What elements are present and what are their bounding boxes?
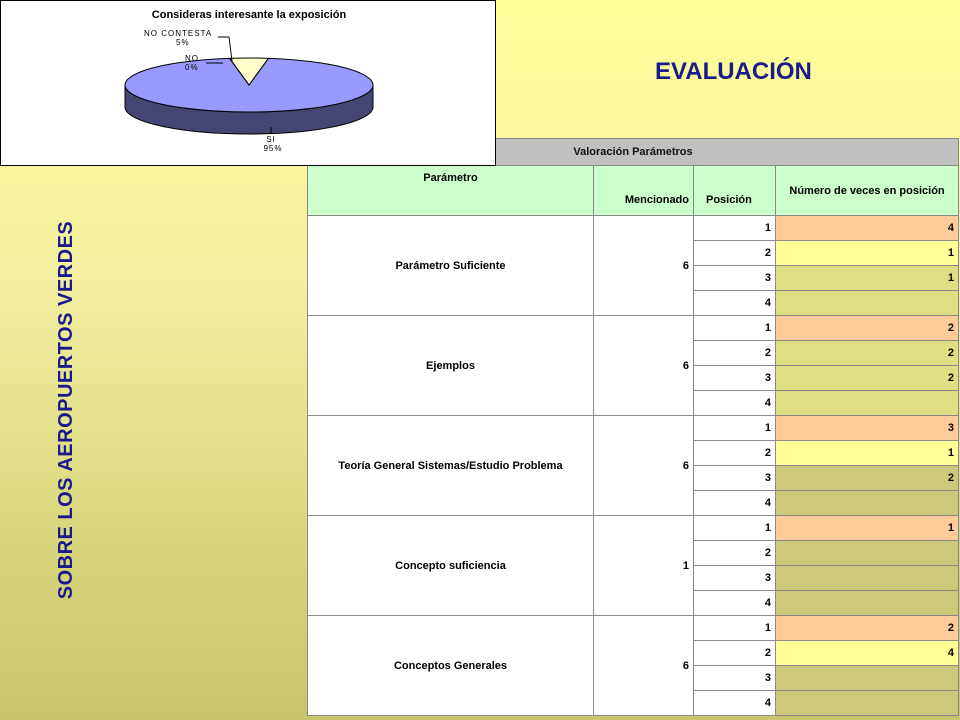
parameter-name: Ejemplos: [308, 316, 594, 416]
position-value: 2: [694, 441, 776, 466]
parameter-name: Conceptos Generales: [308, 616, 594, 716]
position-value: 1: [694, 416, 776, 441]
pie-chart-svg: [1, 1, 495, 165]
position-value: 1: [694, 616, 776, 641]
count-value: [776, 591, 959, 616]
page-title: EVALUACIÓN: [655, 58, 812, 85]
position-value: 3: [694, 366, 776, 391]
header-numero: Número de veces en posición: [776, 166, 959, 216]
parameter-name: Teoría General Sistemas/Estudio Problema: [308, 416, 594, 516]
count-value: 3: [776, 416, 959, 441]
label-si-name: SI: [266, 135, 276, 144]
count-value: 2: [776, 466, 959, 491]
position-value: 3: [694, 466, 776, 491]
mencionado-value: 6: [594, 416, 694, 516]
header-parametro: Parámetro: [308, 166, 594, 216]
chart-title: Consideras interesante la exposición: [151, 9, 347, 21]
count-value: 1: [776, 516, 959, 541]
count-value: [776, 291, 959, 316]
count-value: [776, 566, 959, 591]
count-value: 4: [776, 641, 959, 666]
count-value: 2: [776, 366, 959, 391]
label-no-contesta-pct: 5%: [176, 38, 190, 47]
table-row: [308, 216, 959, 241]
mencionado-value: 6: [594, 316, 694, 416]
count-value: 2: [776, 616, 959, 641]
table-row: [308, 316, 959, 341]
label-no-contesta-name: NO CONTESTA: [144, 29, 213, 38]
position-value: 1: [694, 516, 776, 541]
header-mencionado: Mencionado: [594, 166, 694, 216]
count-value: 2: [776, 316, 959, 341]
position-value: 4: [694, 691, 776, 716]
count-value: 1: [776, 241, 959, 266]
position-value: 3: [694, 666, 776, 691]
count-value: [776, 691, 959, 716]
count-value: 2: [776, 341, 959, 366]
count-value: [776, 391, 959, 416]
count-value: [776, 666, 959, 691]
table-row: [308, 616, 959, 641]
parameter-name: Parámetro Suficiente: [308, 216, 594, 316]
count-value: 1: [776, 441, 959, 466]
mencionado-value: 1: [594, 516, 694, 616]
position-value: 3: [694, 566, 776, 591]
position-value: 1: [694, 216, 776, 241]
position-value: 1: [694, 316, 776, 341]
count-value: [776, 491, 959, 516]
position-value: 2: [694, 341, 776, 366]
position-value: 4: [694, 391, 776, 416]
label-si-pct: 95%: [263, 144, 283, 153]
label-no-name: NO: [185, 54, 199, 63]
position-value: 4: [694, 491, 776, 516]
parameters-table: [307, 138, 958, 716]
table-row: [308, 516, 959, 541]
position-value: 2: [694, 541, 776, 566]
position-value: 3: [694, 266, 776, 291]
position-value: 2: [694, 241, 776, 266]
count-value: [776, 541, 959, 566]
table-row: [308, 416, 959, 441]
label-no-pct: 0%: [185, 63, 199, 72]
leader-no-contesta: [218, 37, 232, 61]
position-value: 4: [694, 291, 776, 316]
parameter-name: Concepto suficiencia: [308, 516, 594, 616]
mencionado-value: 6: [594, 616, 694, 716]
position-value: 2: [694, 641, 776, 666]
pie-chart: [0, 0, 496, 166]
table-caption: Valoración Parámetros: [308, 139, 959, 166]
count-value: 1: [776, 266, 959, 291]
count-value: 4: [776, 216, 959, 241]
mencionado-value: 6: [594, 216, 694, 316]
side-title: SOBRE LOS AEROPUERTOS VERDES: [55, 220, 77, 600]
position-value: 4: [694, 591, 776, 616]
header-posicion: Posición: [694, 166, 776, 216]
